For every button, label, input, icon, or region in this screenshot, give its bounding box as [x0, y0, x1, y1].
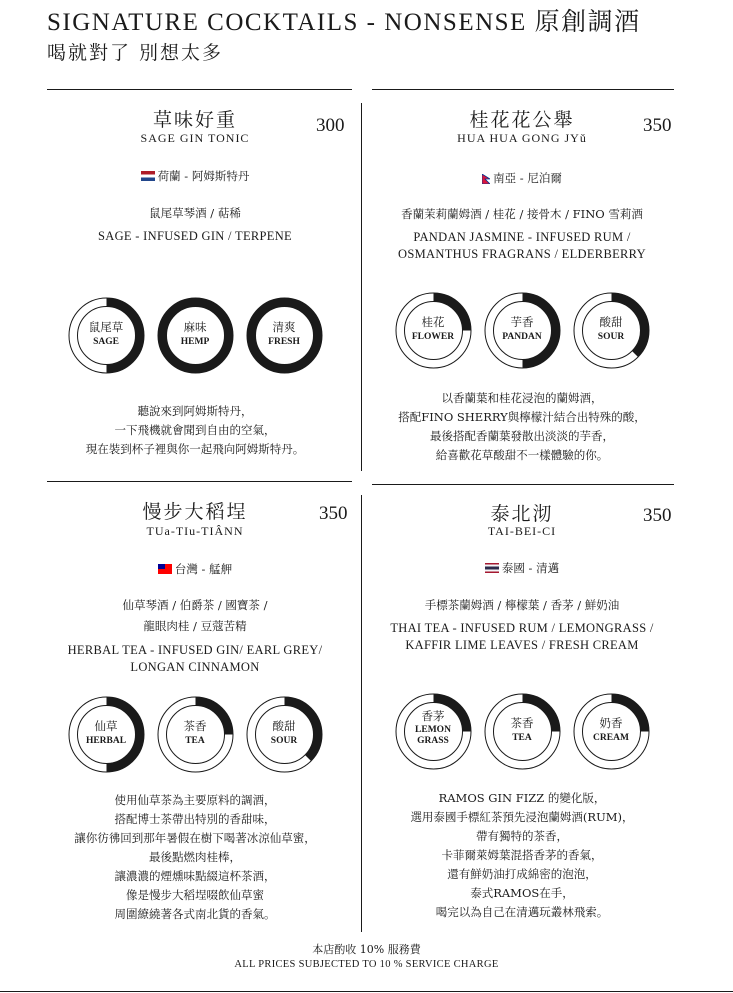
flavor-label-zh: 桂花 [421, 315, 445, 329]
ingredients-en-line: THAI TEA - INFUSED RUM / LEMONGRASS / [390, 621, 654, 635]
description-line: 搭配博士茶帶出特別的香甜味， [114, 812, 276, 826]
flavor-label-en: PANDAN [502, 332, 542, 342]
gauge-inner-edge [166, 307, 224, 365]
ingredients-zh [367, 206, 677, 223]
flavor-label-en: HEMP [180, 337, 210, 347]
flavor-label-en: FLOWER [411, 332, 455, 342]
description-line: 給喜歡花草酸甜不一樣體驗的你。 [435, 448, 609, 462]
flavor-label-zh: 香茅 [421, 709, 445, 723]
ingredients-en-line: KAFFIR LIME LEAVES / FRESH CREAM [405, 638, 639, 652]
gauge-ring [246, 696, 323, 773]
gauge-ring [157, 696, 234, 773]
flavor-gauge [246, 297, 323, 374]
flavor-gauge [484, 292, 561, 369]
flavor-label-en: FRESH [268, 337, 300, 347]
gauge-ring [68, 297, 145, 374]
ingredients-en-line: LONGAN CINNAMON [130, 660, 260, 674]
gauge-inner-edge [77, 307, 135, 365]
gauge-fill [251, 302, 318, 369]
ingredients-en [367, 620, 677, 654]
cocktail-price: 350 [643, 505, 672, 526]
flavor-gauge [484, 693, 561, 770]
ingredients-en [367, 229, 677, 263]
divider-bottom [0, 991, 733, 992]
flavor-label-zh: 茶香 [510, 716, 534, 730]
service-charge-en: ALL PRICES SUBJECTED TO 10 % SERVICE CHARGE [234, 959, 499, 970]
cocktail-origin [367, 170, 677, 186]
flavor-gauge [157, 696, 234, 773]
cocktail-name-en: TUa-TIu-TIÂNN [146, 524, 244, 538]
gauge-inner-edge [255, 706, 313, 764]
flavor-label-zh: 奶香 [599, 716, 623, 730]
flavor-label-zh: 酸甜 [272, 719, 296, 733]
page-subtitle: 喝就對了 別想太多 [47, 42, 224, 64]
gauge-ring [484, 292, 561, 369]
description-line: 像是慢步大稻埕啜飲仙草蜜 [126, 888, 264, 902]
flavor-label-zh: 芋香 [510, 315, 534, 329]
divider-top-left [47, 89, 352, 90]
description-line: 搭配FINO SHERRY與檸檬汁結合出特殊的酸， [398, 410, 646, 424]
ingredients-en [40, 228, 350, 245]
flavor-label-zh: 鼠尾草 [88, 320, 124, 334]
flavor-label-en: SOUR [270, 736, 298, 746]
cocktail-description [20, 402, 370, 459]
netherlands-flag-icon [141, 171, 155, 181]
gauge-inner-edge [582, 703, 640, 761]
flavor-label-en: CREAM [593, 733, 629, 743]
gauge-ring [484, 693, 561, 770]
description-line: 讓濃濃的煙燻味點綴這杯茶酒， [114, 869, 276, 883]
ingredients-en-line: HERBAL TEA - INFUSED GIN/ EARL GREY/ [67, 643, 323, 657]
flavor-notes [40, 696, 350, 773]
divider-top-right [372, 89, 674, 90]
nepal-flag-shape [482, 174, 490, 184]
cocktail-origin [40, 561, 350, 577]
cocktail-description [20, 791, 370, 924]
description-line: 最後搭配香蘭葉發散出淡淡的芋香， [430, 429, 614, 443]
ingredients-en-line: OSMANTHUS FRAGRANS / ELDERBERRY [398, 247, 646, 261]
flavor-label-en: TEA [512, 733, 532, 743]
cocktail-origin [367, 560, 677, 576]
description-line: 周圍繚繞著各式南北貨的香氣。 [114, 907, 276, 921]
gauge-inner-edge [582, 302, 640, 360]
gauge-ring [573, 693, 650, 770]
ingredients-zh-line: 龍眼肉桂 / 豆蔻苦精 [143, 619, 247, 633]
cocktail-name-en: SAGE GIN TONIC [140, 131, 250, 145]
description-line: 一下飛機就會聞到自由的空氣， [114, 423, 276, 437]
description-line: 使用仙草茶為主要原料的調酒， [114, 793, 276, 807]
gauge-ring [68, 696, 145, 773]
flavor-label-en: HERBAL [85, 736, 127, 746]
ingredients-en-line: PANDAN JASMINE - INFUSED RUM / [413, 230, 631, 244]
gauge-inner-edge [493, 302, 551, 360]
flavor-label-zh: 仙草 [94, 719, 118, 733]
ingredients-zh-line: 手標茶蘭姆酒 / 檸檬葉 / 香茅 / 鮮奶油 [424, 598, 620, 612]
description-line: 選用泰國手標紅茶預先浸泡蘭姆酒(RUM)， [410, 810, 634, 824]
taiwan-flag-icon [158, 564, 172, 574]
gauge-inner-edge [77, 706, 135, 764]
flavor-notes [367, 292, 677, 369]
description-line: 帶有獨特的茶香， [476, 829, 568, 843]
flavor-gauge [68, 696, 145, 773]
description-line: 最後點燃肉桂棒， [149, 850, 241, 864]
page-title: SIGNATURE COCKTAILS - NONSENSE 原創調酒 [47, 9, 641, 36]
divider-mid-left [47, 481, 352, 482]
description-line: 還有鮮奶油打成綿密的泡泡， [447, 867, 597, 881]
gauge-fill [162, 302, 229, 369]
taiwan-flag-canton [158, 564, 165, 569]
cocktail-card [40, 105, 350, 465]
flavor-label-zh: 清爽 [272, 320, 296, 334]
cocktail-description [347, 389, 697, 465]
flavor-label-en: SOUR [597, 332, 625, 342]
flavor-notes [40, 297, 350, 374]
description-line: 現在裝到杯子裡與你一起飛向阿姆斯特丹。 [85, 442, 305, 456]
gauge-ring [395, 292, 472, 369]
description-line: 以香蘭葉和桂花浸泡的蘭姆酒， [441, 391, 603, 405]
flavor-gauge [395, 693, 472, 770]
ingredients-zh-line: 仙草琴酒 / 伯爵茶 / 國寶茶 / [122, 598, 268, 612]
origin-text: 荷蘭 - 阿姆斯特丹 [157, 169, 250, 183]
cocktail-price: 350 [643, 115, 672, 136]
gauge-ring [157, 297, 234, 374]
cocktail-description [347, 789, 697, 922]
cocktail-price: 300 [316, 115, 345, 136]
ingredients-zh [40, 597, 350, 635]
flavor-label-zh: 茶香 [183, 719, 207, 733]
cocktail-card [367, 105, 677, 465]
flavor-gauge [395, 292, 472, 369]
flavor-gauge [573, 292, 650, 369]
flavor-gauge [573, 693, 650, 770]
flavor-gauge [157, 297, 234, 374]
ingredients-zh [40, 205, 350, 222]
description-line: 喝完以為自己在清邁玩叢林飛索。 [435, 905, 609, 919]
service-charge-zh: 本店酌收 10% 服務費 [312, 943, 421, 956]
ingredients-en-line: SAGE - INFUSED GIN / TERPENE [98, 229, 292, 243]
cocktail-card [367, 499, 677, 929]
gauge-ring [246, 297, 323, 374]
flavor-label-zh: 麻味 [183, 320, 207, 334]
gauge-ring [573, 292, 650, 369]
flavor-label-zh: 酸甜 [599, 315, 623, 329]
flavor-label-en: SAGE [93, 337, 119, 347]
divider-mid-right [372, 484, 674, 485]
origin-text: 台灣 - 艋舺 [174, 562, 233, 576]
description-line: 讓你彷彿回到那年暑假在樹下喝著冰涼仙草蜜， [74, 831, 316, 845]
origin-text: 南亞 - 尼泊爾 [493, 171, 562, 185]
description-line: 聽說來到阿姆斯特丹， [137, 404, 253, 418]
ingredients-en [40, 642, 350, 676]
gauge-inner-edge [166, 706, 224, 764]
cocktail-name: 草味好重 [152, 109, 237, 131]
flavor-label-en: TEA [185, 736, 205, 746]
gauge-inner-edge [493, 703, 551, 761]
thailand-flag-icon [485, 563, 499, 573]
flavor-notes [367, 693, 677, 770]
origin-text: 泰國 - 清邁 [501, 561, 560, 575]
flavor-label-en: LEMON GRASS [415, 725, 451, 746]
nepal-flag-icon [482, 173, 490, 183]
cocktail-card [40, 497, 350, 927]
flavor-gauge [68, 297, 145, 374]
cocktail-name: 泰北沏 [490, 503, 554, 525]
cocktail-price: 350 [319, 503, 348, 524]
flavor-gauge [246, 696, 323, 773]
cocktail-origin [40, 168, 350, 184]
description-line: 卡菲爾萊姆葉混搭香茅的香氣， [441, 848, 603, 862]
gauge-inner-edge [255, 307, 313, 365]
cocktail-name: 慢步大稻埕 [142, 501, 248, 523]
ingredients-zh-line: 香蘭茉莉蘭姆酒 / 桂花 / 接骨木 / FINO 雪莉酒 [401, 207, 643, 221]
cocktail-name: 桂花花公舉 [469, 109, 575, 131]
description-line: 泰式RAMOS在手， [470, 886, 574, 900]
ingredients-zh [367, 597, 677, 614]
cocktail-name-en: HUA HUA GONG JYǔ [457, 131, 587, 145]
cocktail-name-en: TAI-BEI-CI [487, 524, 557, 538]
ingredients-zh-line: 鼠尾草琴酒 / 萜稀 [149, 206, 241, 220]
description-line: RAMOS GIN FIZZ 的變化版， [438, 791, 606, 805]
gauge-inner-edge [404, 302, 462, 360]
